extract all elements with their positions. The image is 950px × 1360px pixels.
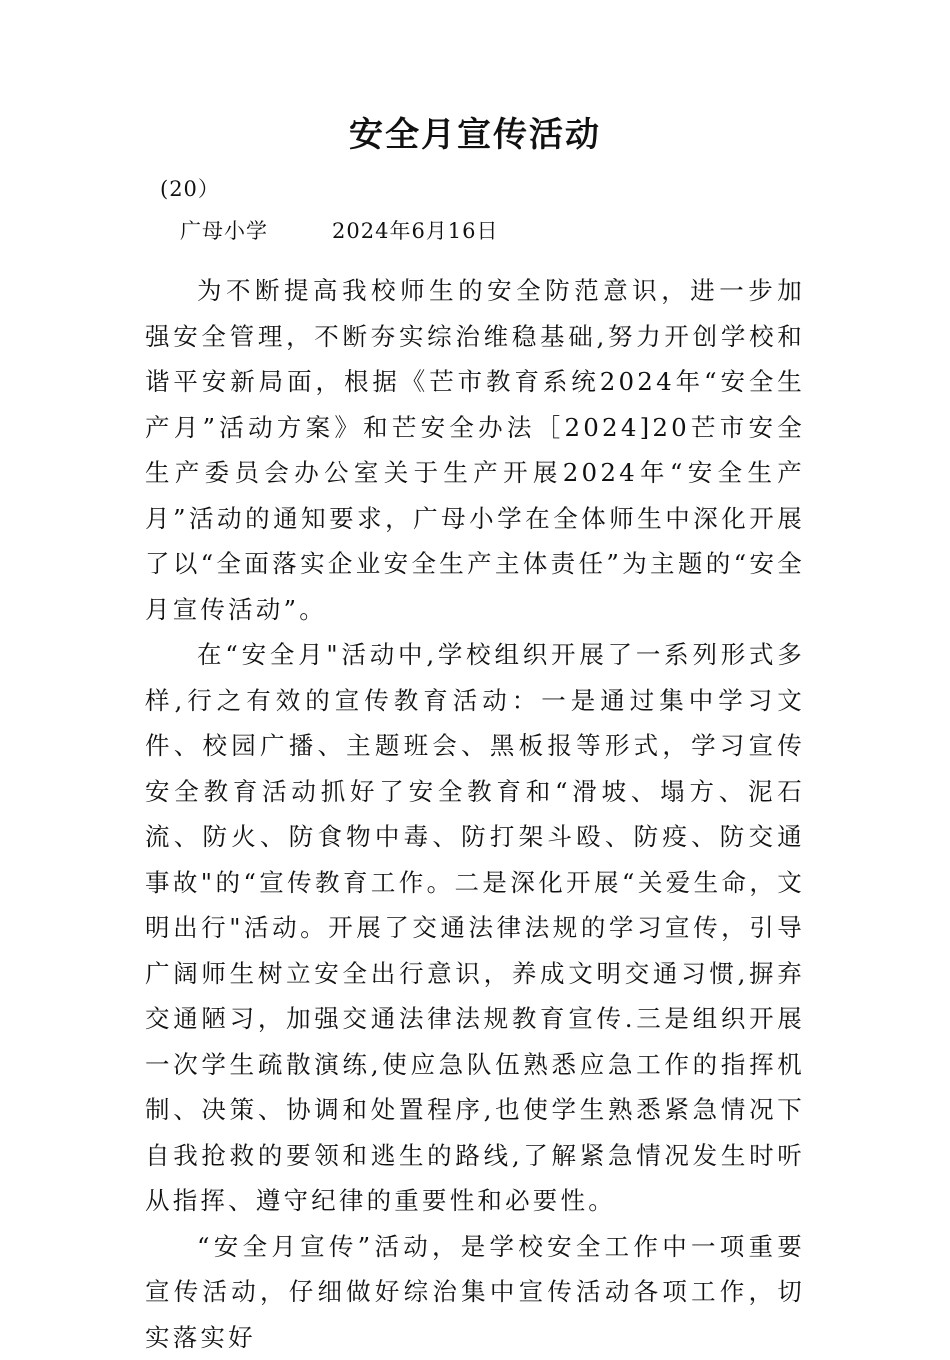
byline xyxy=(180,214,499,248)
paragraph-intro: 为不断提高我校师生的安全防范意识，进一步加强安全管理，不断夯实综治维稳基础,努力开创学校和谐平安新局面，根据《芒市教育系统2024年“安全生产月”活动方案》和芒安全办法［2024]20芒市安全生产委员会办公室关于生产开展2024年“安全生产月”活动的通知要求，广母小学在全体师生中深化开展了以“全面落实企业安全生产主体责任”为主题的“安全月宣传活动”。 xyxy=(145,268,805,632)
publish-date: 2024年6月16日 xyxy=(332,219,499,243)
document-title: 安全月宣传活动 xyxy=(0,110,950,160)
paragraph-conclusion: “安全月宣传”活动，是学校安全工作中一项重要宣传活动，仔细做好综治集中宣传活动各项工作，切实落实好 xyxy=(145,1224,805,1360)
issue-number: (20） xyxy=(160,172,220,206)
body-text xyxy=(145,268,805,1360)
paragraph-activities: 在“安全月"活动中,学校组织开展了一系列形式多样,行之有效的宣传教育活动：一是通过集中学习文件、校园广播、主题班会、黑板报等形式，学习宣传安全教育活动抓好了安全教育和“滑坡、塌方、泥石流、防火、防食物中毒、防打架斗殴、防疫、防交通事故"的“宣传教育工作。二是深化开展“关爱生命，文明出行"活动。开展了交通法律法规的学习宣传，引导广阔师生树立安全出行意识，养成文明交通习惯,摒弃交通陋习，加强交通法律法规教育宣传.三是组织开展一次学生疏散演练,使应急队伍熟悉应急工作的指挥机制、决策、协调和处置程序,也使学生熟悉紧急情况下自我抢救的要领和逃生的路线,了解紧急情况发生时听从指挥、遵守纪律的重要性和必要性。 xyxy=(145,632,805,1224)
school-name: 广母小学 xyxy=(180,219,268,243)
